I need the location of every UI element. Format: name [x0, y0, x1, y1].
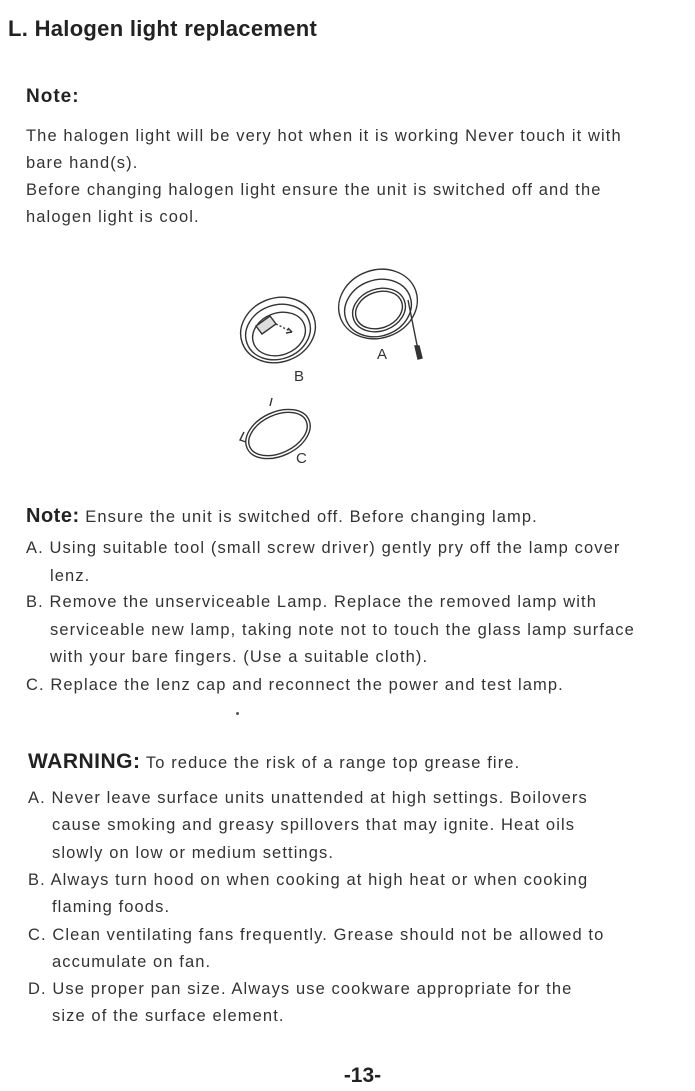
- figure-label-b: B: [294, 368, 305, 385]
- step-line: lenz.: [50, 567, 91, 585]
- step-line: with your bare fingers. (Use a suitable cloth).: [50, 648, 429, 666]
- warning-line: slowly on low or medium settings.: [52, 844, 335, 862]
- note-line: bare hand(s).: [26, 154, 139, 172]
- warning-line: B. Always turn hood on when cooking at high heat or when cooking: [28, 871, 589, 889]
- warning-text: To reduce the risk of a range top grease fire.: [140, 754, 521, 772]
- step-line: A. Using suitable tool (small screw driver) gently pry off the lamp cover: [26, 539, 621, 557]
- note-line: halogen light is cool.: [26, 208, 200, 226]
- step-line: B. Remove the unserviceable Lamp. Replace the removed lamp with: [26, 593, 597, 611]
- step-line: serviceable new lamp, taking note not to touch the glass lamp surface: [50, 621, 635, 639]
- warning-heading: [28, 750, 520, 774]
- figure-label-c: C: [296, 450, 307, 467]
- note-heading: Note:: [26, 86, 80, 107]
- section-heading: L. Halogen light replacement: [8, 16, 318, 41]
- stray-mark: [236, 712, 239, 715]
- warning-line: accumulate on fan.: [52, 953, 212, 971]
- warning-label: WARNING:: [28, 750, 141, 773]
- note-line: The halogen light will be very hot when it is working Never touch it with: [26, 127, 622, 145]
- warning-line: D. Use proper pan size. Always use cookware appropriate for the: [28, 980, 573, 998]
- warning-line: cause smoking and greasy spillovers that may ignite. Heat oils: [52, 816, 576, 834]
- note-text: Ensure the unit is switched off. Before changing lamp.: [79, 508, 538, 526]
- note-line: Before changing halogen light ensure the unit is switched off and the: [26, 181, 602, 199]
- warning-line: flaming foods.: [52, 898, 171, 916]
- lamp-housing-a: [329, 262, 427, 359]
- warning-line: A. Never leave surface units unattended at high settings. Boilovers: [28, 789, 588, 807]
- figure-label-a: A: [377, 346, 388, 363]
- note-switch-off: [26, 505, 538, 528]
- note-label: Note:: [26, 505, 80, 527]
- halogen-lamp-diagram: [230, 262, 430, 472]
- warning-line: C. Clean ventilating fans frequently. Grease should not be allowed to: [28, 926, 605, 944]
- lamp-housing-b: [231, 287, 324, 373]
- step-line: C. Replace the lenz cap and reconnect the power and test lamp.: [26, 676, 564, 694]
- warning-line: size of the surface element.: [52, 1007, 285, 1025]
- page-number: -13-: [343, 1064, 382, 1087]
